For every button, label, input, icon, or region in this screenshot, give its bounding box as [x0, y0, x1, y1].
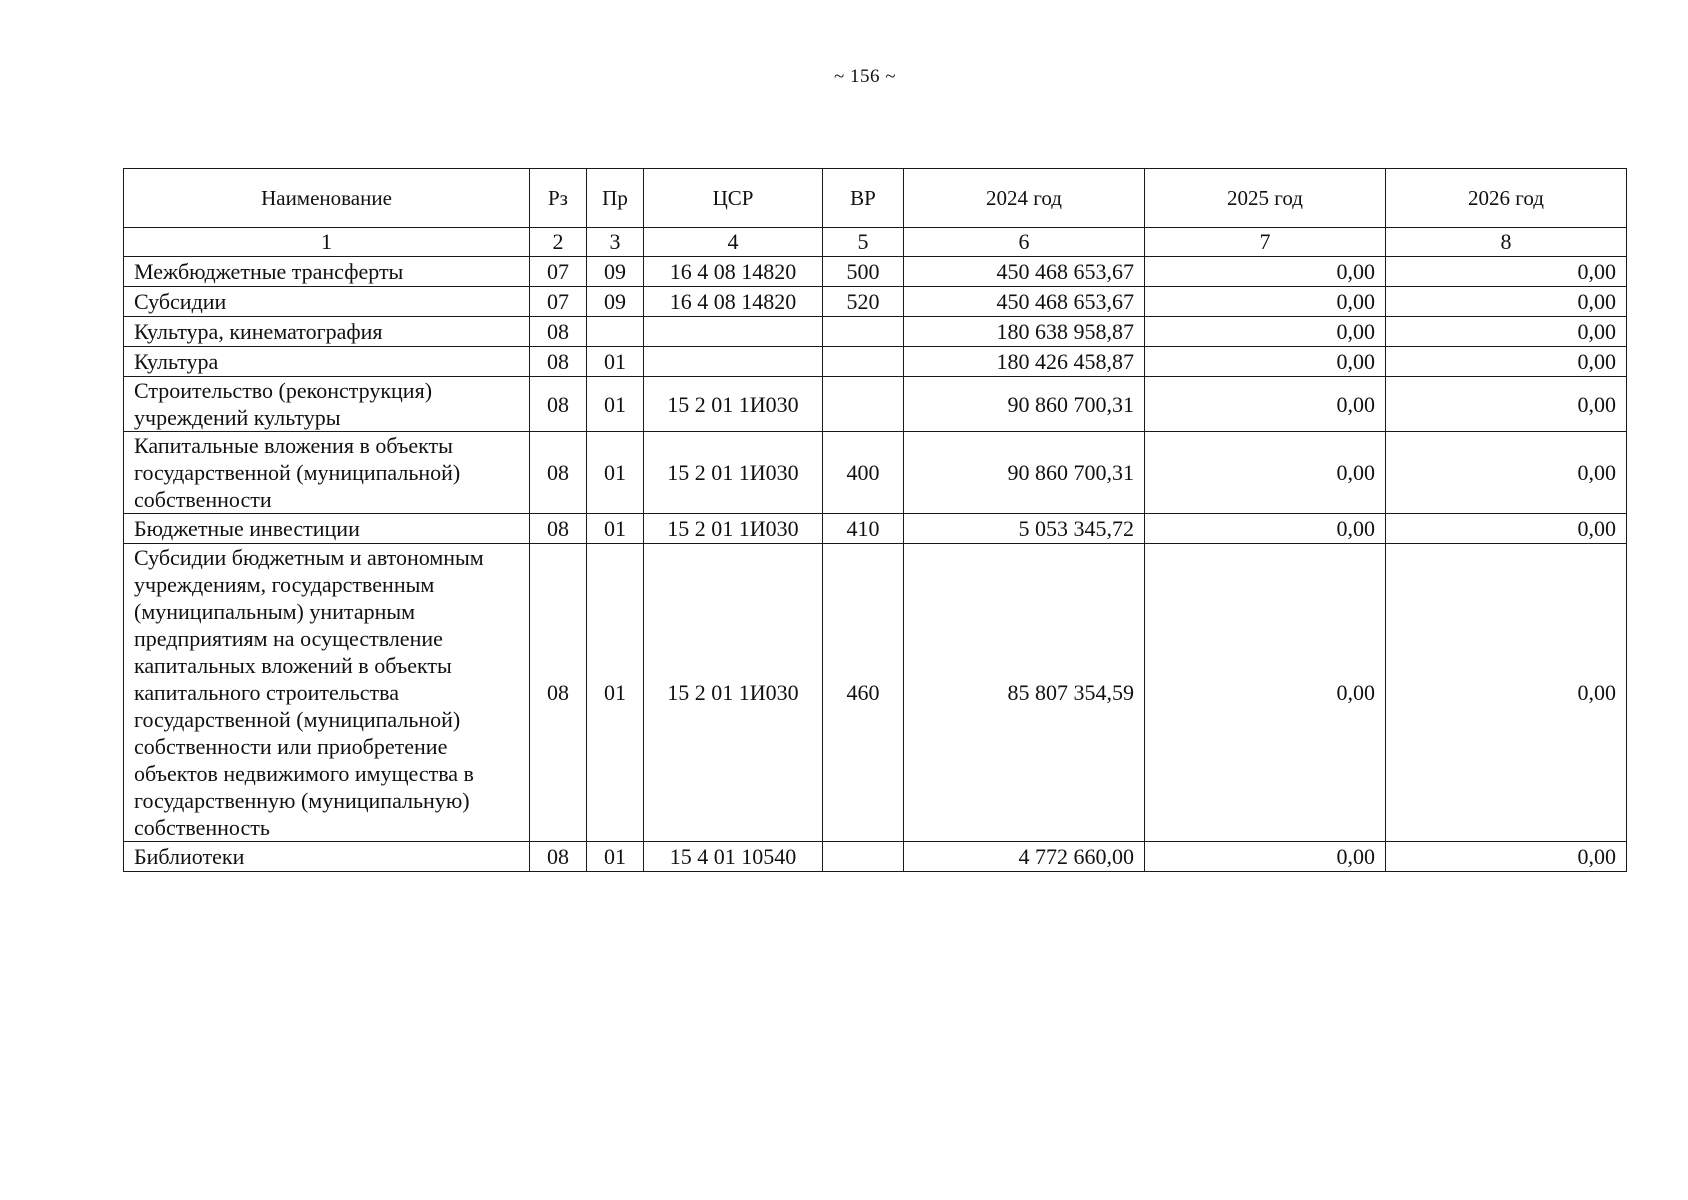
- cell-rz: 08: [530, 347, 587, 377]
- budget-table: [123, 168, 1627, 872]
- cell-2025: 0,00: [1145, 347, 1386, 377]
- cell-rz: 08: [530, 842, 587, 872]
- cell-csr: 16 4 08 14820: [644, 287, 823, 317]
- cell-csr: 16 4 08 14820: [644, 257, 823, 287]
- cell-name: Библиотеки: [124, 842, 530, 872]
- table-row: [124, 347, 1627, 377]
- cell-rz: 07: [530, 257, 587, 287]
- cell-2024: 180 426 458,87: [904, 347, 1145, 377]
- cell-2025: 0,00: [1145, 317, 1386, 347]
- cell-name: Субсидии: [124, 287, 530, 317]
- cell-2024: 90 860 700,31: [904, 377, 1145, 432]
- cell-pr: 09: [587, 257, 644, 287]
- column-number: 7: [1145, 228, 1386, 257]
- cell-2026: 0,00: [1386, 287, 1627, 317]
- table-row: [124, 377, 1627, 432]
- cell-2025: 0,00: [1145, 842, 1386, 872]
- cell-rz: 08: [530, 544, 587, 842]
- cell-name: Культура, кинематография: [124, 317, 530, 347]
- cell-name: Межбюджетные трансферты: [124, 257, 530, 287]
- column-number: 5: [823, 228, 904, 257]
- cell-vr: 400: [823, 432, 904, 514]
- cell-rz: 08: [530, 432, 587, 514]
- cell-rz: 08: [530, 317, 587, 347]
- cell-2024: 450 468 653,67: [904, 257, 1145, 287]
- cell-2026: 0,00: [1386, 544, 1627, 842]
- table-row: [124, 842, 1627, 872]
- cell-pr: 01: [587, 347, 644, 377]
- header-2024: 2024 год: [904, 169, 1145, 228]
- cell-csr: 15 2 01 1И030: [644, 377, 823, 432]
- page-number: ~ 156 ~: [833, 66, 897, 87]
- cell-vr: 460: [823, 544, 904, 842]
- cell-csr: 15 4 01 10540: [644, 842, 823, 872]
- column-number: 1: [124, 228, 530, 257]
- header-vr: ВР: [823, 169, 904, 228]
- cell-2026: 0,00: [1386, 377, 1627, 432]
- column-number: 3: [587, 228, 644, 257]
- header-rz: Рз: [530, 169, 587, 228]
- cell-name: Капитальные вложения в объекты государственной (муниципальной) собственности: [124, 432, 530, 514]
- header-csr: ЦСР: [644, 169, 823, 228]
- table-row: [124, 257, 1627, 287]
- cell-vr: [823, 377, 904, 432]
- cell-name: Культура: [124, 347, 530, 377]
- table-row: [124, 317, 1627, 347]
- cell-2024: 90 860 700,31: [904, 432, 1145, 514]
- cell-2026: 0,00: [1386, 347, 1627, 377]
- cell-2026: 0,00: [1386, 317, 1627, 347]
- cell-pr: [587, 317, 644, 347]
- header-name: Наименование: [124, 169, 530, 228]
- cell-2026: 0,00: [1386, 257, 1627, 287]
- header-pr: Пр: [587, 169, 644, 228]
- cell-2024: 5 053 345,72: [904, 514, 1145, 544]
- cell-pr: 09: [587, 287, 644, 317]
- cell-csr: 15 2 01 1И030: [644, 432, 823, 514]
- table-row: [124, 514, 1627, 544]
- cell-csr: 15 2 01 1И030: [644, 514, 823, 544]
- cell-vr: [823, 347, 904, 377]
- cell-pr: 01: [587, 377, 644, 432]
- cell-2024: 4 772 660,00: [904, 842, 1145, 872]
- cell-2025: 0,00: [1145, 287, 1386, 317]
- cell-csr: 15 2 01 1И030: [644, 544, 823, 842]
- cell-pr: 01: [587, 544, 644, 842]
- cell-vr: 410: [823, 514, 904, 544]
- cell-2025: 0,00: [1145, 377, 1386, 432]
- cell-pr: 01: [587, 514, 644, 544]
- cell-rz: 08: [530, 377, 587, 432]
- cell-vr: [823, 317, 904, 347]
- table-row: [124, 287, 1627, 317]
- column-number: 4: [644, 228, 823, 257]
- cell-2025: 0,00: [1145, 514, 1386, 544]
- cell-2024: 450 468 653,67: [904, 287, 1145, 317]
- cell-2025: 0,00: [1145, 432, 1386, 514]
- column-number: 8: [1386, 228, 1627, 257]
- cell-2025: 0,00: [1145, 544, 1386, 842]
- cell-2025: 0,00: [1145, 257, 1386, 287]
- table-row: [124, 544, 1627, 842]
- header-2025: 2025 год: [1145, 169, 1386, 228]
- cell-pr: 01: [587, 842, 644, 872]
- cell-vr: 500: [823, 257, 904, 287]
- cell-name: Строительство (реконструкция) учреждений культуры: [124, 377, 530, 432]
- header-row: [124, 169, 1627, 228]
- cell-2024: 180 638 958,87: [904, 317, 1145, 347]
- cell-vr: 520: [823, 287, 904, 317]
- table-row: [124, 432, 1627, 514]
- header-2026: 2026 год: [1386, 169, 1627, 228]
- cell-2026: 0,00: [1386, 432, 1627, 514]
- cell-2026: 0,00: [1386, 842, 1627, 872]
- column-number: 2: [530, 228, 587, 257]
- cell-2026: 0,00: [1386, 514, 1627, 544]
- column-number-row: [124, 228, 1627, 257]
- cell-name: Бюджетные инвестиции: [124, 514, 530, 544]
- cell-rz: 07: [530, 287, 587, 317]
- cell-vr: [823, 842, 904, 872]
- cell-pr: 01: [587, 432, 644, 514]
- table-body: [124, 228, 1627, 872]
- cell-csr: [644, 317, 823, 347]
- column-number: 6: [904, 228, 1145, 257]
- cell-rz: 08: [530, 514, 587, 544]
- cell-csr: [644, 347, 823, 377]
- cell-name: Субсидии бюджетным и автономным учреждениям, государственным (муниципальным) унитарным предприятиям на осуществление капитальных вложений в объекты капитального строительства государственной (муниципальной) собственности или приобретение объектов недвижимого имущества в государственную (муниципальную) собственность: [124, 544, 530, 842]
- cell-2024: 85 807 354,59: [904, 544, 1145, 842]
